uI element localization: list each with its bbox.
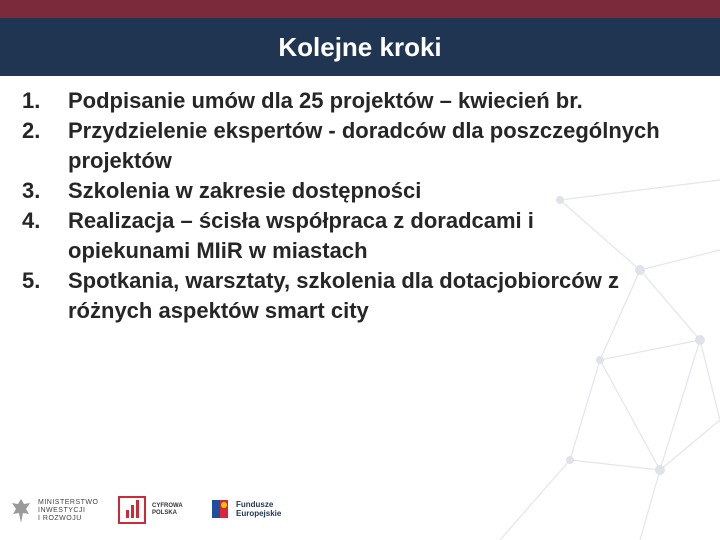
- cyfrowa-polska-logo: [118, 496, 183, 524]
- fundusze-europejskie-logo: [210, 496, 281, 522]
- list-item-number: 2.: [22, 118, 41, 143]
- fundusze-line: Fundusze: [236, 500, 274, 509]
- slide-title-bar: [0, 18, 720, 76]
- list-item-text: Szkolenia w zakresie dostępności: [68, 178, 422, 203]
- ministry-line: INWESTYCJI: [38, 507, 86, 514]
- list-item-number: 4.: [22, 208, 41, 233]
- cyfrowa-line: CYFROWA: [152, 503, 183, 509]
- eu-funds-icon: [210, 496, 232, 522]
- footer-logos: [0, 488, 720, 540]
- list-item-number: 3.: [22, 178, 41, 203]
- list-item-text: Realizacja – ścisła współpraca z doradcami i opiekunami MIiR w miastach: [68, 208, 534, 263]
- ministry-line: MINISTERSTWO: [38, 499, 99, 506]
- top-accent-stripe: [0, 0, 720, 18]
- list-item: [22, 86, 662, 116]
- eagle-emblem-icon: [10, 496, 32, 526]
- list-item: [22, 116, 662, 176]
- ministry-logo: [10, 496, 98, 526]
- list-item: [22, 206, 662, 266]
- bar-chart-icon: [118, 496, 146, 524]
- list-item-text: Spotkania, warsztaty, szkolenia dla dotacjobiorców z różnych aspektów smart city: [68, 268, 619, 323]
- cyfrowa-line: POLSKA: [152, 510, 178, 516]
- list-item: [22, 266, 662, 326]
- next-steps-list: [22, 86, 662, 326]
- list-item-number: 5.: [22, 268, 41, 293]
- fundusze-line: Europejskie: [236, 509, 282, 518]
- slide-title: Kolejne kroki: [278, 31, 442, 62]
- list-item-text: Podpisanie umów dla 25 projektów – kwiecień br.: [68, 88, 583, 113]
- list-item-text: Przydzielenie ekspertów - doradców dla poszczególnych projektów: [68, 118, 660, 173]
- ministry-line: I ROZWOJU: [38, 515, 82, 522]
- list-item: [22, 176, 662, 206]
- list-item-number: 1.: [22, 88, 41, 113]
